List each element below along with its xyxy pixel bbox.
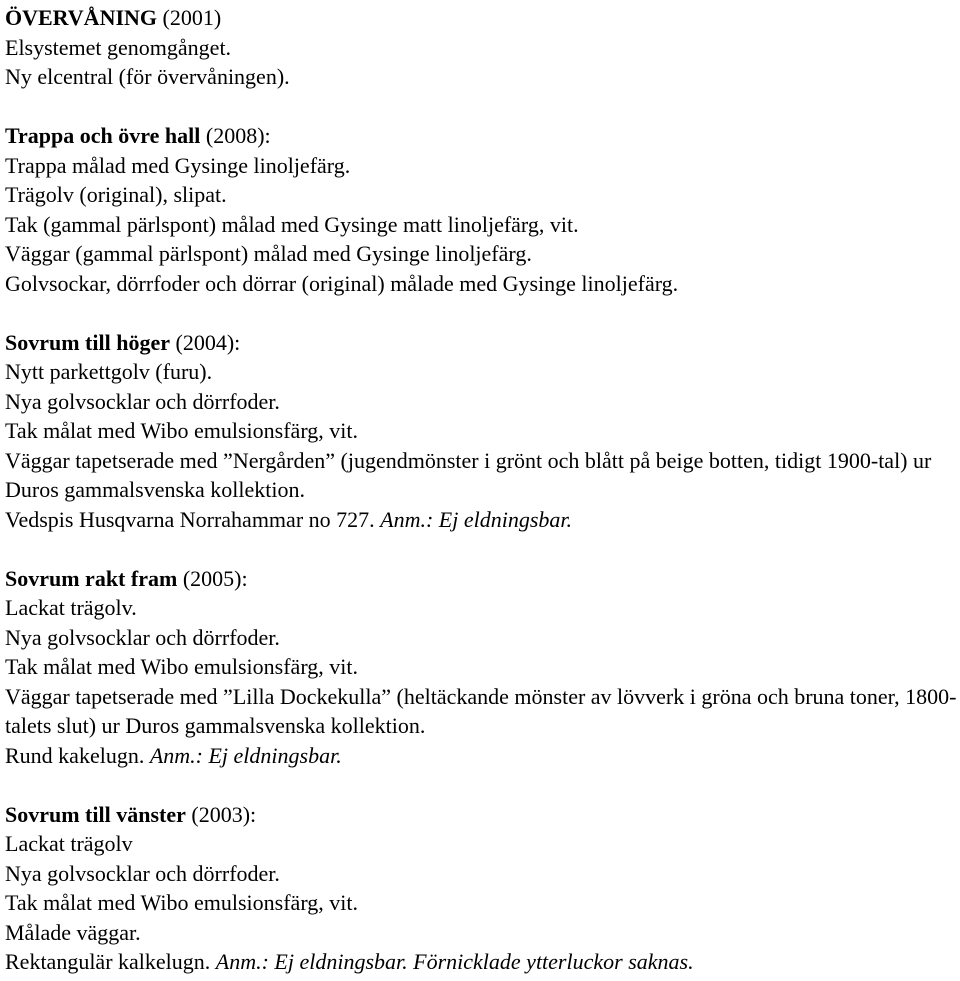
text-line: Golvsockar, dörrfoder och dörrar (original) målade med Gysinge linoljefärg. <box>5 270 679 296</box>
heading-year: (2004): <box>170 329 241 355</box>
text-line <box>5 505 960 535</box>
section-heading <box>5 328 960 358</box>
heading-title: Sovrum till vänster <box>5 801 186 827</box>
text-paragraph: Väggar tapetserade med ”Lilla Dockekulla” (heltäckande mönster av lövverk i gröna och bruna toner, 1800-talets slut) ur Duros gammalsvenska kollektion. <box>5 683 957 738</box>
section-heading <box>5 3 960 33</box>
heading-year: (2008): <box>200 123 271 148</box>
heading-title: Trappa och övre hall <box>5 123 201 148</box>
line-text: Rund kakelugn. <box>5 742 150 768</box>
text-line <box>5 947 960 977</box>
remark-text: Anm.: Ej eldningsbar. <box>149 742 342 768</box>
line-text: Rektangulär kalkelugn. <box>5 949 216 974</box>
line-text: Vedspis Husqvarna Norrahammar no 727. <box>5 506 381 532</box>
text-line: Tak (gammal pärlspont) målad med Gysinge matt linoljefärg, vit. <box>5 211 579 237</box>
text-line: Ny elcentral (för övervåningen). <box>5 64 290 89</box>
heading-title: Sovrum till höger <box>5 329 170 355</box>
section-heading <box>5 564 960 594</box>
heading-year: (2003): <box>185 801 257 827</box>
text-line: Nytt parkettgolv (furu). <box>5 359 213 384</box>
text-line: Trägolv (original), slipat. <box>5 182 227 207</box>
text-line: Lackat trägolv <box>5 831 133 856</box>
text-line: Lackat trägolv. <box>5 595 137 620</box>
text-line: Tak målat med Wibo emulsionsfärg, vit. <box>5 418 358 443</box>
text-line: Elsystemet genomgånget. <box>5 34 232 60</box>
heading-year: (2001) <box>157 5 222 30</box>
text-line: Tak målat med Wibo emulsionsfärg, vit. <box>5 654 358 679</box>
text-paragraph: Väggar tapetserade med ”Nergården” (jugendmönster i grönt och blått på beige botten, tidigt 1900-tal) ur Duros gammalsvenska kollektion. <box>5 447 932 502</box>
section-trappa-och-ovre-hall <box>5 121 960 298</box>
text-line: Väggar (gammal pärlspont) målad med Gysinge linoljefärg. <box>5 241 532 266</box>
text-line: Nya golvsocklar och dörrfoder. <box>5 860 280 886</box>
heading-title: ÖVERVÅNING <box>5 5 158 30</box>
section-heading <box>5 800 960 830</box>
section-sovrum-till-hoger <box>5 328 960 535</box>
remark-text: Anm.: Ej eldningsbar. Förnicklade ytterluckor saknas. <box>215 949 694 974</box>
section-heading <box>5 121 960 151</box>
text-line: Nya golvsocklar och dörrfoder. <box>5 624 280 650</box>
heading-title: Sovrum rakt fram <box>5 565 178 591</box>
remark-text: Anm.: Ej eldningsbar. <box>380 506 573 532</box>
text-line: Tak målat med Wibo emulsionsfärg, vit. <box>5 890 358 915</box>
text-line: Nya golvsocklar och dörrfoder. <box>5 388 280 414</box>
text-line: Trappa målad med Gysinge linoljefärg. <box>5 152 351 178</box>
section-sovrum-till-vanster <box>5 800 960 977</box>
section-overvaning <box>5 3 960 92</box>
heading-year: (2005): <box>177 565 248 591</box>
section-sovrum-rakt-fram <box>5 564 960 771</box>
text-line: Målade väggar. <box>5 919 141 945</box>
text-line <box>5 741 960 771</box>
